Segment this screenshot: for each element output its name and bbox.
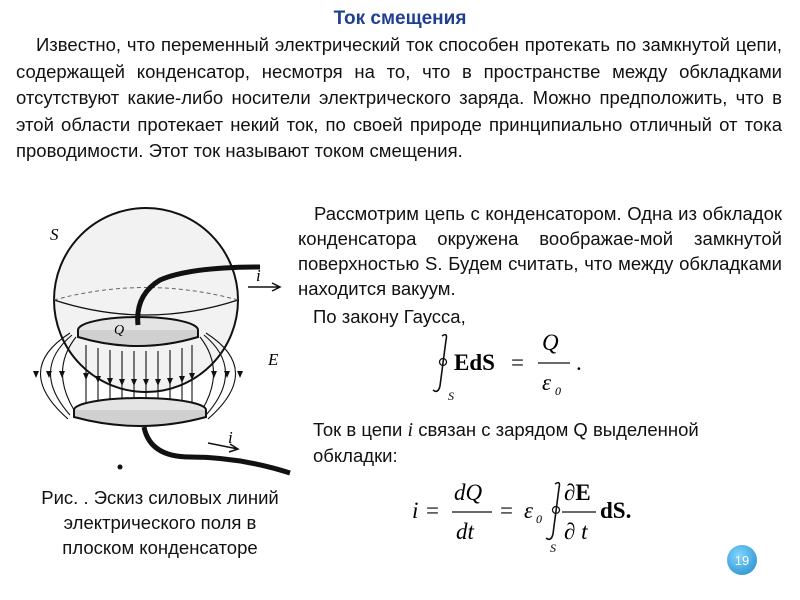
current-partial-num: ∂E: [564, 480, 591, 505]
label-current-top: i: [256, 266, 261, 285]
dot: [118, 465, 123, 470]
current-partial-den: ∂ t: [564, 519, 588, 544]
current-eps: ε: [524, 498, 534, 523]
current-eq2: =: [500, 498, 513, 523]
gauss-formula: [420, 328, 620, 406]
bottom-wire: [144, 427, 290, 473]
gauss-denominator: ε: [542, 370, 552, 395]
gauss-numerator: Q: [542, 330, 559, 355]
label-field: E: [268, 350, 279, 369]
current-eq1: =: [426, 498, 439, 523]
gauss-subscript: S: [448, 389, 454, 403]
label-surface: S: [50, 225, 59, 244]
intro-paragraph: Известно, что переменный электрический ток способен протекать по замкнутой цепи, содержащей конденсатор, несмотря на то, что в пространстве между обкладками отсутствуют какие-либо носители электрического заряда. Можно предположить, что в этой области протекает некий ток, по своей природе принципиально отличный от тока проводимости. Этот ток называют током смещения.: [16, 34, 782, 161]
current-frac-den: dt: [456, 519, 474, 544]
gauss-lhs: EdS: [454, 350, 495, 375]
current-lhs: i: [412, 498, 419, 523]
figure-caption: Рис. . Эскиз силовых линий электрического поля в плоском конденсаторе: [41, 487, 279, 558]
label-charge: Q: [114, 323, 125, 338]
current-subscript: S: [550, 541, 556, 555]
gauss-denominator-sub: 0: [555, 384, 561, 398]
circuit-paragraph: Рассмотрим цепь с конденсатором. Одна из обкладок конденсатора окружена воображае-мой замкнутой поверхностью S. Будем считать, что между обкладками находится вакуум.: [298, 203, 782, 299]
page-number-badge: 19: [727, 545, 757, 575]
capacitor-field-figure: [10, 205, 310, 485]
bottom-current-arrow: [208, 443, 238, 452]
current-tail: dS.: [600, 498, 632, 523]
bottom-plate-edge: [74, 410, 206, 426]
gauss-equals: =: [511, 350, 524, 375]
slide-title: Ток смещения: [333, 8, 467, 29]
top-current-arrow: [248, 283, 280, 291]
current-eps-sub: 0: [536, 512, 542, 526]
current-relation-text: Ток в цепи i связан с зарядом Q выделенной обкладки:: [313, 419, 699, 466]
current-frac-num: dQ: [454, 480, 483, 505]
current-formula: [404, 476, 664, 556]
gauss-tail: .: [576, 350, 582, 375]
gauss-label: По закону Гаусса,: [313, 306, 466, 327]
current-symbol: i: [407, 419, 414, 441]
label-current-bottom: i: [228, 428, 233, 447]
